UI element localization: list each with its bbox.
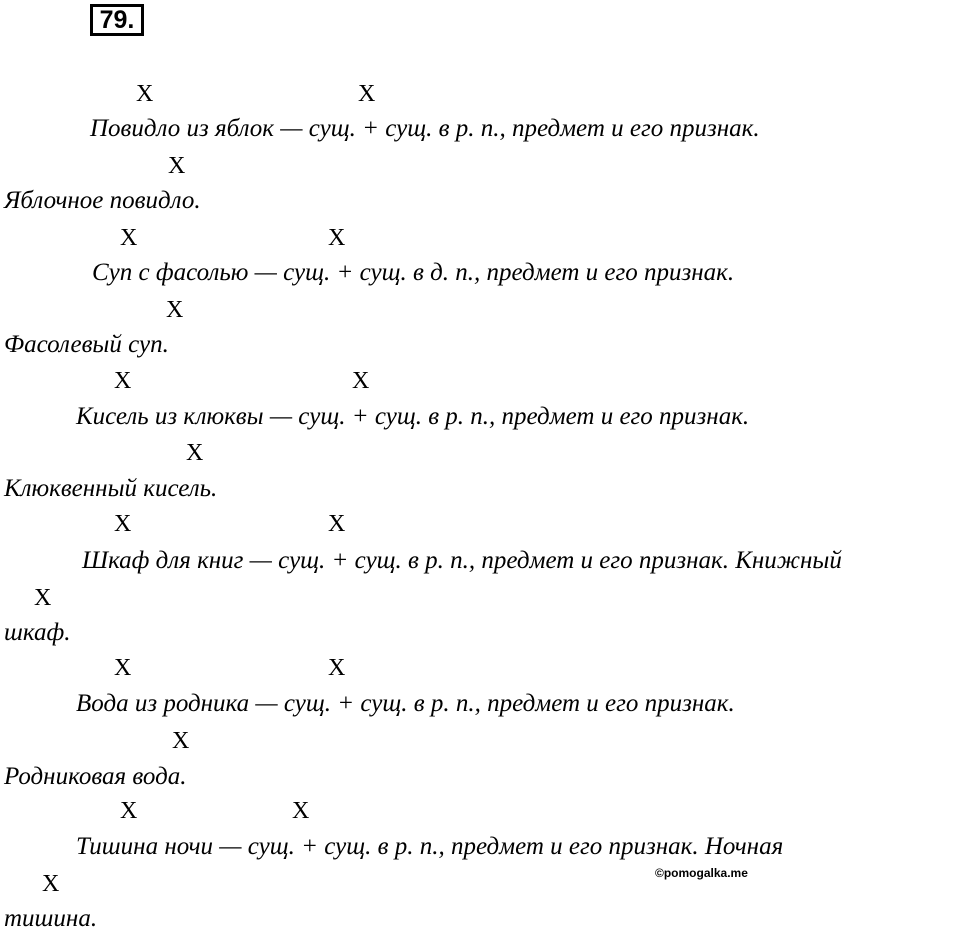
cross-mark: X (172, 728, 190, 754)
cross-mark: X (358, 81, 376, 107)
cross-mark: X (168, 153, 186, 179)
cross-mark: X (352, 368, 370, 394)
cross-mark: X (292, 798, 310, 824)
cross-mark: X (120, 798, 138, 824)
cross-mark: X (166, 297, 184, 323)
cross-mark: X (114, 511, 132, 537)
sentence-line: Шкаф для книг — сущ. + сущ. в р. п., предмет и его признак. Книжный (82, 547, 842, 574)
cross-mark: X (328, 655, 346, 681)
cross-mark: X (114, 368, 132, 394)
watermark-text: ©pomogalka.me (655, 866, 748, 880)
answer-line: Фасолевый суп. (4, 331, 169, 358)
answer-line: Яблочное повидло. (4, 187, 201, 214)
sentence-line: Тишина ночи — сущ. + сущ. в р. п., предмет и его признак. Ночная (76, 833, 784, 860)
sentence-line: Повидло из яблок — сущ. + сущ. в р. п., предмет и его признак. (90, 115, 760, 142)
cross-mark: X (120, 225, 138, 251)
sentence-line: Вода из родника — сущ. + сущ. в р. п., предмет и его признак. (76, 690, 735, 717)
answer-line: шкаф. (4, 619, 71, 646)
answer-line: тишина. (4, 905, 98, 932)
cross-mark: X (42, 871, 60, 897)
cross-mark: X (328, 225, 346, 251)
answer-line: Родниковая вода. (4, 763, 187, 790)
sentence-line: Суп с фасолью — сущ. + сущ. в д. п., предмет и его признак. (92, 259, 735, 286)
cross-mark: X (136, 81, 154, 107)
cross-mark: X (186, 440, 204, 466)
exercise-number: 79. (90, 4, 144, 36)
cross-mark: X (328, 511, 346, 537)
cross-mark: X (34, 585, 52, 611)
cross-mark: X (114, 655, 132, 681)
answer-line: Клюквенный кисель. (4, 475, 218, 502)
sentence-line: Кисель из клюквы — сущ. + сущ. в р. п., предмет и его признак. (76, 403, 750, 430)
